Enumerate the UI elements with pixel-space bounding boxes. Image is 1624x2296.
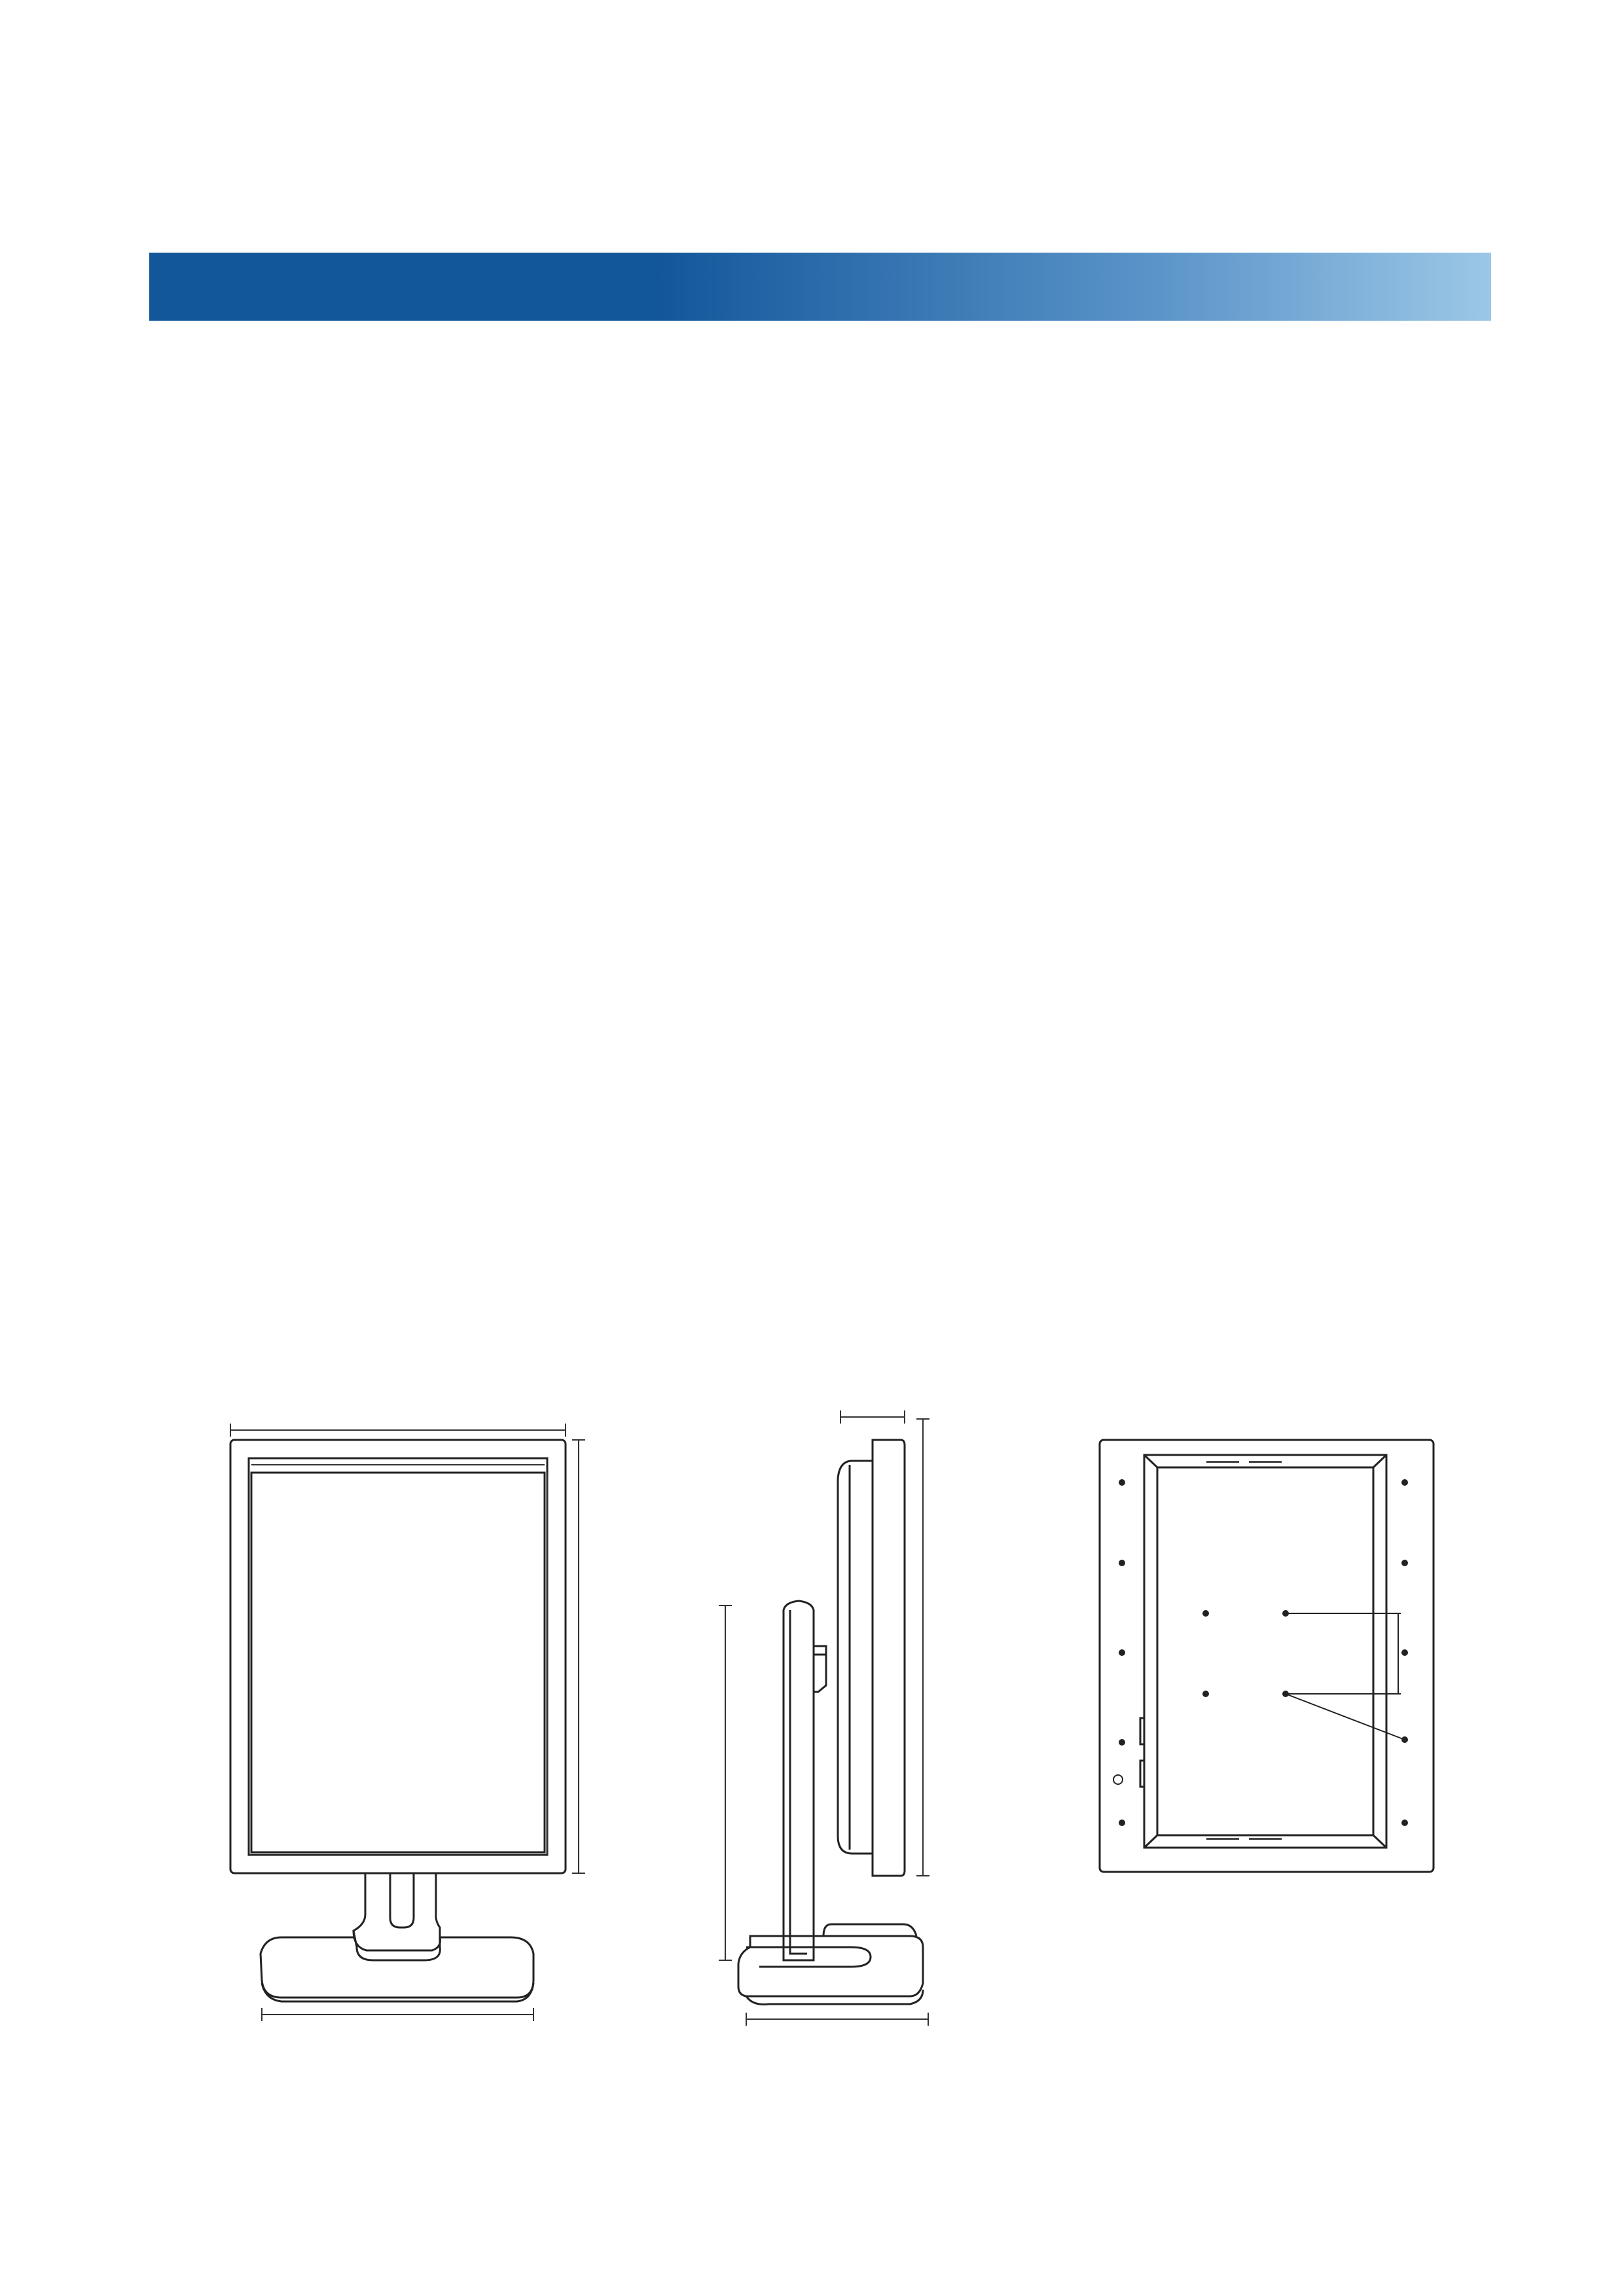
back-view-drawing xyxy=(1100,1440,1434,1872)
side-view-drawing xyxy=(738,1440,923,2005)
front-view-drawing xyxy=(230,1440,566,2001)
